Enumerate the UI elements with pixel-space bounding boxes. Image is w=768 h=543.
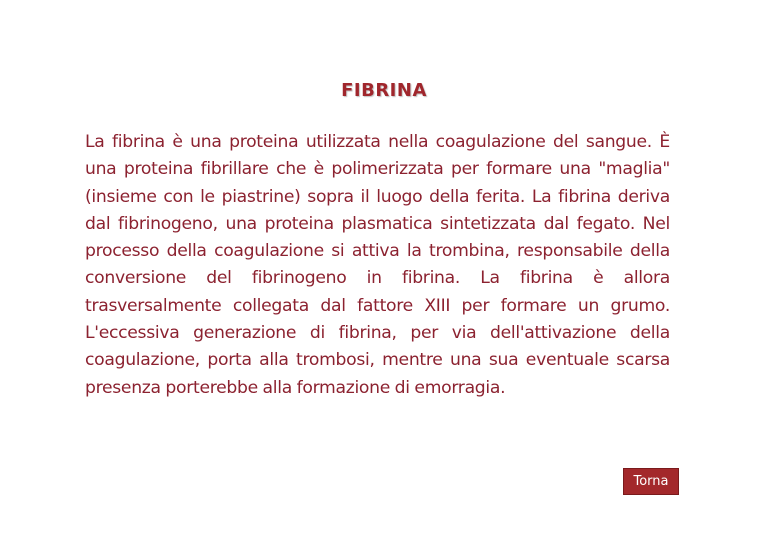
back-button[interactable]: Torna	[623, 468, 679, 495]
body-paragraph: La fibrina è una proteina utilizzata nella coagulazione del sangue. È una proteina fibrillare che è polimerizzata per formare una "maglia" (insieme con le piastrine) sopra il luogo della ferita. La fibrina deriva dal fibrinogeno, una proteina plasmatica sintetizzata dal fegato. Nel processo della coagulazione si attiva la trombina, responsabile della conversione del fibrinogeno in fibrina. La fibrina è allora trasversalmente collegata dal fattore XIII per formare un grumo. L'eccessiva generazione di fibrina, per via dell'attivazione della coagulazione, porta alla trombosi, mentre una sua eventuale scarsa presenza porterebbe alla formazione di emorragia.	[85, 132, 670, 398]
page-title: FIBRINA	[341, 80, 427, 101]
